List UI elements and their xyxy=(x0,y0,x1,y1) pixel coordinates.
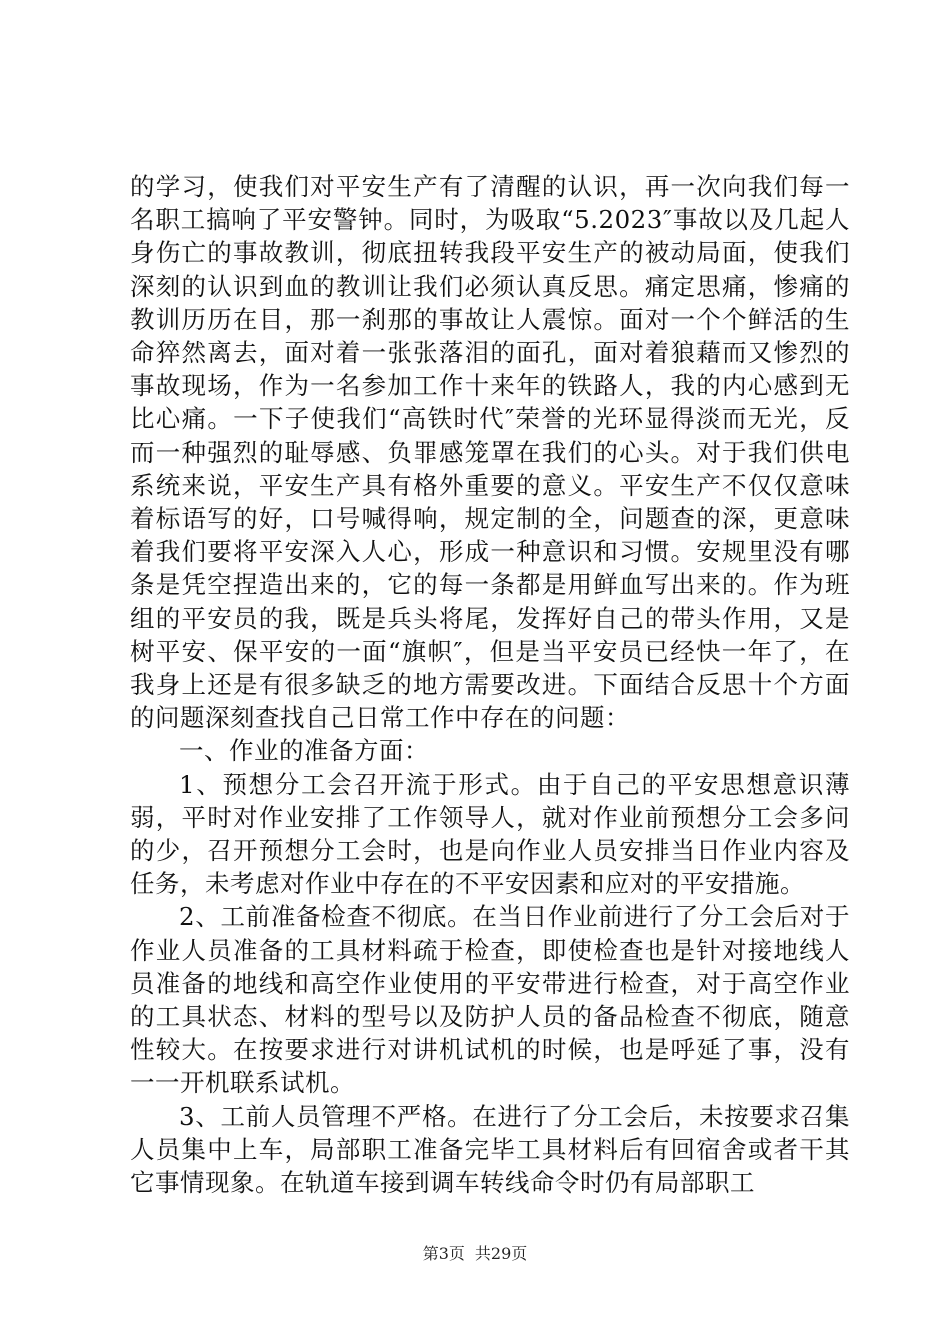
document-body xyxy=(130,170,850,1199)
paragraph-item-1: 1、预想分工会召开流于形式。由于自己的平安思想意识薄弱，平时对作业安排了工作领导人，就对作业前预想分工会多问的少，召开预想分工会时，也是向作业人员安排当日作业内容及任务，未考虑对作业中存在的不平安因素和应对的平安措施。 xyxy=(130,769,850,899)
paragraph-item-2: 2、工前准备检查不彻底。在当日作业前进行了分工会后对于作业人员准备的工具材料疏于检查，即使检查也是针对接地线人员准备的地线和高空作业使用的平安带进行检查，对于高空作业的工具状态、材料的型号以及防护人员的备品检查不彻底，随意性较大。在按要求进行对讲机试机的时候，也是呼延了事，没有一一开机联系试机。 xyxy=(130,902,850,1098)
page-footer xyxy=(0,1244,950,1264)
total-pages: 共29页 xyxy=(474,1244,528,1263)
paragraph-item-3: 3、工前人员管理不严格。在进行了分工会后，未按要求召集人员集中上车，局部职工准备完毕工具材料后有回宿舍或者干其它事情现象。在轨道车接到调车转线命令时仍有局部职工 xyxy=(130,1101,850,1198)
page-number: 第3页 xyxy=(422,1244,465,1263)
paragraph-continuation: 的学习，使我们对平安生产有了清醒的认识，再一次向我们每一名职工搞响了平安警钟。同时，为吸取“5.2023″事故以及几起人身伤亡的事故教训，彻底扭转我段平安生产的被动局面，使我们深刻的认识到血的教训让我们必须认真反思。痛定思痛，惨痛的教训历历在目，那一刹那的事故让人震惊。面对一个个鲜活的生命猝然离去，面对着一张张落泪的面孔，面对着狼藉而又惨烈的事故现场，作为一名参加工作十来年的铁路人，我的内心感到无比心痛。一下子使我们“高铁时代″荣誉的光环显得淡而无光，反而一种强烈的耻辱感、负罪感笼罩在我们的心头。对于我们供电系统来说，平安生产具有格外重要的意义。平安生产不仅仅意味着标语写的好，口号喊得响，规定制的全，问题查的深，更意味着我们要将平安深入人心，形成一种意识和习惯。安规里没有哪条是凭空捏造出来的，它的每一条都是用鲜血写出来的。作为班组的平安员的我，既是兵头将尾，发挥好自己的带头作用，又是树平安、保平安的一面“旗帜″，但是当平安员已经快一年了，在我身上还是有很多缺乏的地方需要改进。下面结合反思十个方面的问题深刻查找自己日常工作中存在的问题： xyxy=(130,172,850,733)
section-heading: 一、作业的准备方面： xyxy=(179,736,429,766)
